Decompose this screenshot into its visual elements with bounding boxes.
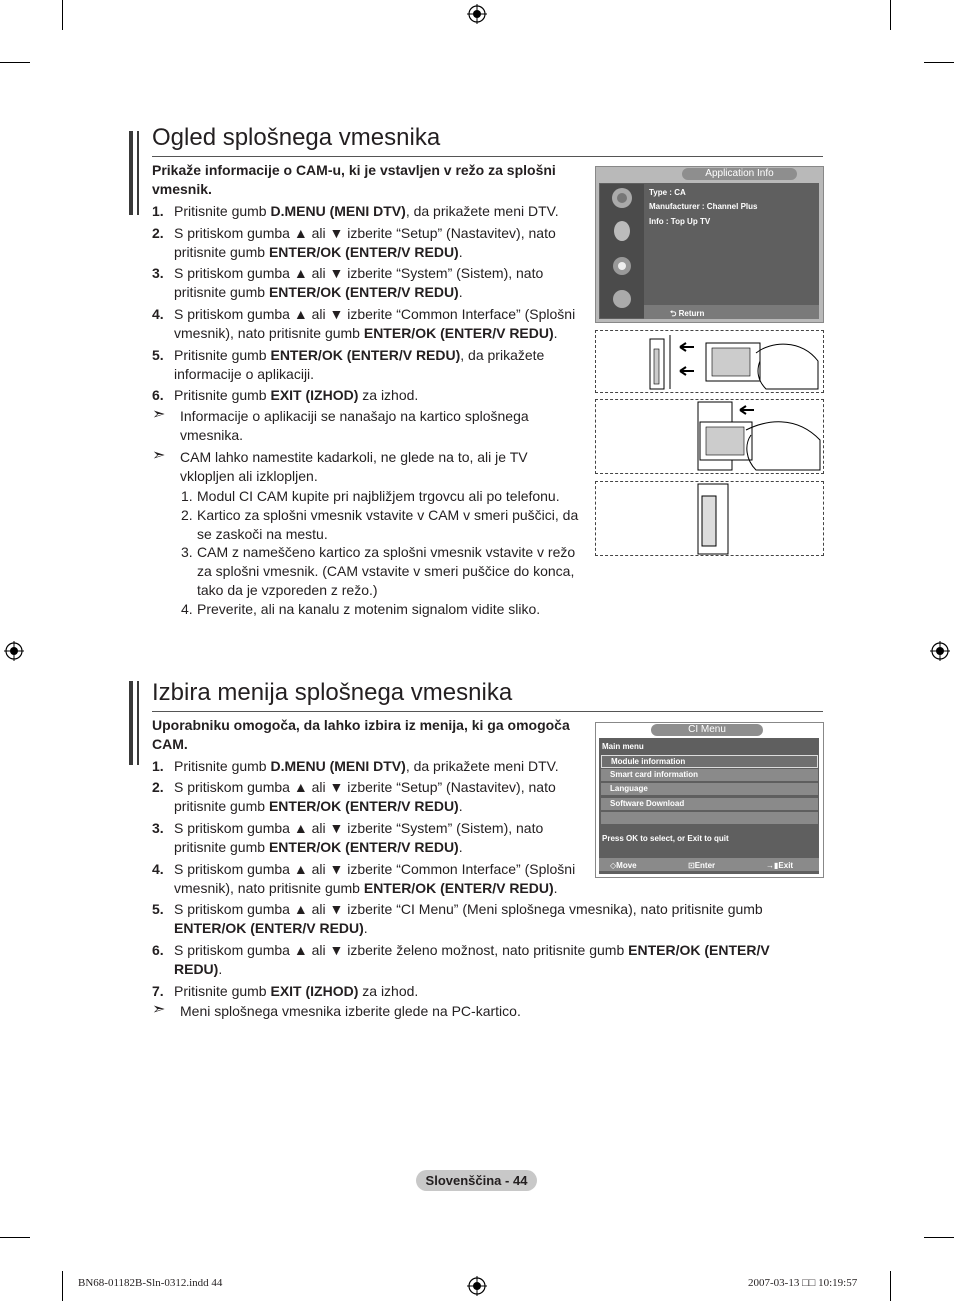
crop-mark — [890, 1271, 891, 1301]
crop-mark — [0, 1237, 30, 1238]
cam-illustration-3 — [595, 481, 824, 556]
osd-line: Manufacturer : Channel Plus — [649, 202, 758, 211]
enter-hint: ⊡Enter — [688, 861, 716, 870]
page-number: Slovenščina - 44 — [416, 1170, 537, 1191]
section-bar — [137, 681, 139, 765]
osd-tab: Application Info — [682, 168, 797, 180]
section-title: Ogled splošnega vmesnika — [152, 124, 441, 151]
section-intro: Uporabniku omogoča, da lahko izbira iz menija, ki ga omogoča CAM. — [152, 717, 570, 752]
osd-line: Info : Top Up TV — [649, 217, 711, 226]
note-arrow-icon: ➣ — [152, 406, 166, 423]
ci-menu-item[interactable]: Software Download — [601, 798, 818, 810]
setup-gear-icon — [610, 254, 634, 278]
section-intro: Prikaže informacije o CAM-u, ki je vstavljen v režo za splošni vmesnik. — [152, 162, 556, 197]
registration-mark-icon — [930, 641, 950, 661]
crop-mark — [62, 1271, 63, 1301]
move-hint: ◇Move — [610, 861, 637, 870]
section-bar — [129, 131, 133, 215]
exit-icon: →▮ — [766, 861, 779, 870]
file-slug: BN68-01182B-Sln-0312.indd 44 — [78, 1277, 223, 1289]
crop-mark — [0, 62, 30, 63]
registration-mark-icon — [467, 1276, 487, 1296]
crop-mark — [924, 62, 954, 63]
ci-menu-screen — [595, 722, 824, 878]
crop-mark — [62, 0, 63, 30]
ci-hint: Press OK to select, or Exit to quit — [602, 834, 729, 843]
ci-menu-item[interactable]: Smart card information — [601, 769, 818, 781]
input-menu-icon — [610, 287, 634, 311]
note-arrow-icon: ➣ — [152, 1001, 166, 1018]
sound-menu-icon — [610, 219, 634, 243]
section-rule — [152, 156, 823, 157]
picture-menu-icon — [610, 186, 634, 210]
date-slug: 2007-03-13 □□ 10:19:57 — [748, 1277, 858, 1289]
crop-mark — [890, 0, 891, 30]
osd-tab: CI Menu — [651, 724, 763, 736]
note-arrow-icon: ➣ — [152, 447, 166, 464]
return-icon: ⮌ — [670, 309, 679, 318]
registration-mark-icon — [467, 4, 487, 24]
ci-menu-item-empty — [601, 812, 818, 824]
application-info-screen — [595, 166, 824, 323]
ci-menu-item[interactable]: Module information — [601, 755, 818, 768]
cam-illustration-1 — [595, 330, 824, 393]
enter-icon: ⊡ — [688, 861, 695, 870]
return-button[interactable]: ⮌ Return — [670, 309, 705, 318]
ci-main-menu-label: Main menu — [602, 742, 644, 751]
osd-line: Type : CA — [649, 188, 686, 197]
section-title: Izbira menija splošnega vmesnika — [152, 679, 513, 706]
ci-menu-item[interactable]: Language — [601, 783, 818, 795]
section-rule — [152, 711, 823, 712]
registration-mark-icon — [4, 641, 24, 661]
move-icon: ◇ — [610, 861, 617, 870]
section-bar — [137, 131, 139, 215]
exit-hint: →▮Exit — [766, 861, 794, 870]
cam-illustration-2 — [595, 399, 824, 474]
section-bar — [129, 681, 133, 765]
crop-mark — [924, 1237, 954, 1238]
